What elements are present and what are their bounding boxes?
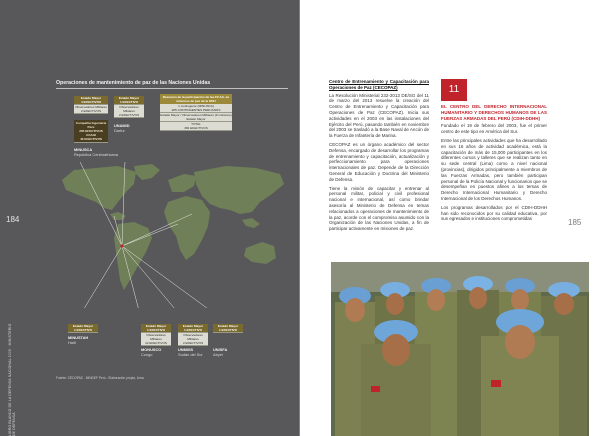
paragraph: Los programas desarrollados por el CDIH-DDHH han sido reconocidos por su calidad educativa, por sus egresados e instituciones comprometidas	[441, 204, 547, 222]
staff-box-header: Estado Mayor 4 EFECTIVOS	[74, 96, 108, 105]
summary-total: TOTAL 381 EFECTIVOS	[160, 122, 232, 131]
europe-shape	[168, 174, 196, 192]
asia-shape	[194, 166, 284, 214]
staff-box-header: Estado Mayor 1 EFECTIVO	[213, 324, 243, 333]
page-number-left: 184	[6, 215, 20, 224]
observers-box: Observadores Militares 2 EFECTIVOS	[75, 105, 107, 113]
south-america-shape	[114, 222, 152, 290]
mission-unmiss: UNMISS Sudán del Sur	[178, 347, 203, 357]
column-cdih	[441, 104, 547, 225]
observers-box: Observadores Militares 12 EFECTIVOS	[141, 333, 171, 346]
staff-box-header: Estado Mayor 1 EFECTIVO	[141, 324, 171, 333]
map-title: Operaciones de mantenimiento de paz de las Naciones Unidas	[56, 80, 288, 89]
mission-unisfa: UNISFA Abyei	[213, 347, 228, 357]
paragraph: Fundado el 19 de febrero del 2003, fue el primer centro de este tipo en América del Sur.	[441, 123, 547, 135]
greenland-shape	[134, 164, 160, 180]
mission-minustah: MINUSTAH Haití	[68, 335, 89, 345]
paragraph: La Resolución Ministerial 232-2013 DE/SG del 11 de marzo del 2013 resuelve la creación del Centro de Entrenamiento y Capacitación para Operaciones de Paz (CECOPAZ). Inicia sus actividades en el 2003 en las instalaciones del Ejército del Perú, pasando también en noviembre del 2003 se trasladó a la Base Naval de Ancón de la Fuerza de Infantería de Marina.	[329, 92, 429, 139]
line-minustah	[76, 246, 122, 308]
mission-monusco: MONUSCO Congo	[141, 347, 162, 357]
peru-marker	[120, 244, 123, 247]
southeast-asia-shape	[242, 218, 260, 228]
column-cecopaz	[329, 79, 429, 235]
staff-box-header: Estado Mayor 1 EFECTIVO	[178, 324, 208, 333]
staff-box-header: Estado Mayor 1 EFECTIVO	[114, 96, 144, 105]
paragraph: Tiene la misión de capacitar y entrenar al personal militar, policial y civil profesional nacional e internacional, así como brindar asesoría al Ministerio de Defensa en temas relacionados a operaciones de mantenimiento de la paz, acorde con el compromiso asumido con la Organización de las Naciones Unidas, a fin de participar activamente en misiones de paz.	[329, 185, 429, 232]
section-title-cecopaz: Centro de Entrenamiento y Capacitación para Operaciones de Paz (CECOPAZ)	[329, 79, 429, 90]
running-header-vertical: LIBRO BLANCO DE LA DEFENSA NACIONAL 2005 · MINISTERIO DE DEFENSA	[8, 323, 16, 436]
staff-box-header: Estado Mayor 1 EFECTIVO	[68, 324, 98, 333]
page-number-right: 185	[568, 218, 582, 227]
section-number-badge: 11	[441, 79, 467, 101]
observers-box: Observadores Militares 2 EFECTIVOS	[178, 333, 208, 346]
company-box: Compañía Ingeniería Perú 205 EFECTIVOS CCAHI 46 EFECTIVOS	[75, 121, 107, 141]
section-title-cdih: EL CENTRO DEL DERECHO INTERNACIONAL HUMANITARIO Y DERECHOS HUMANOS DE LAS FUERZAS ARMADAS DEL PERÚ (CDIH-DDHH)	[441, 104, 547, 121]
africa-shape	[164, 196, 210, 260]
observers-box: Observadores Militares 2 EFECTIVOS	[114, 105, 144, 118]
mission-minusca: MINUSCA República Centroafricana	[74, 147, 118, 157]
source-note: Fuente: CECOPAZ - MINDEF Perú - Elaboración propia, Lima.	[56, 376, 145, 380]
peacekeepers-photo	[331, 262, 589, 436]
world-map	[56, 162, 288, 308]
summary-row: Estado Mayor / Observadores Militares (9 misiones) Estado Mayor	[160, 113, 232, 121]
summary-row: 1 contingente (MINUSCA) 205 CONTINGENTES PERUANOS	[160, 104, 232, 113]
mission-unamid: UNAMID Darfur	[114, 123, 130, 133]
central-america-shape	[110, 212, 126, 220]
paragraph: Entre las principales actividades que ha desarrollado en sus 16 años de actividad académica, está la capacitación de más de 15,000 participantes en los diferentes cursos y talleres que se realizan tanto en su sede central (Lima) como a nivel nacional (provincias), dirigidos principalmente a miembros de las Fuerzas Armadas, pero también participan personal de la Policía Nacional y funcionarios que se desempeñan en puestos afines a los temas de Derecho Internacional Humanitario y Derecho Internacional de los Derechos Humanos.	[441, 137, 547, 201]
paragraph: CECOPAZ es un órgano académico del sector Defensa, encargado de desarrollar los programas de entrenamiento y capacitación, actualización y perfeccionamiento para operaciones internacionales de paz. Depende de la Dirección General de Educación y Doctrina del Ministerio de Defensa.	[329, 141, 429, 182]
summary-title: Resumen de la participación de las FF.AA. en misiones de paz de la ONU	[160, 94, 232, 105]
australia-shape	[244, 242, 276, 264]
continents	[62, 164, 284, 290]
north-america-shape	[62, 166, 136, 210]
